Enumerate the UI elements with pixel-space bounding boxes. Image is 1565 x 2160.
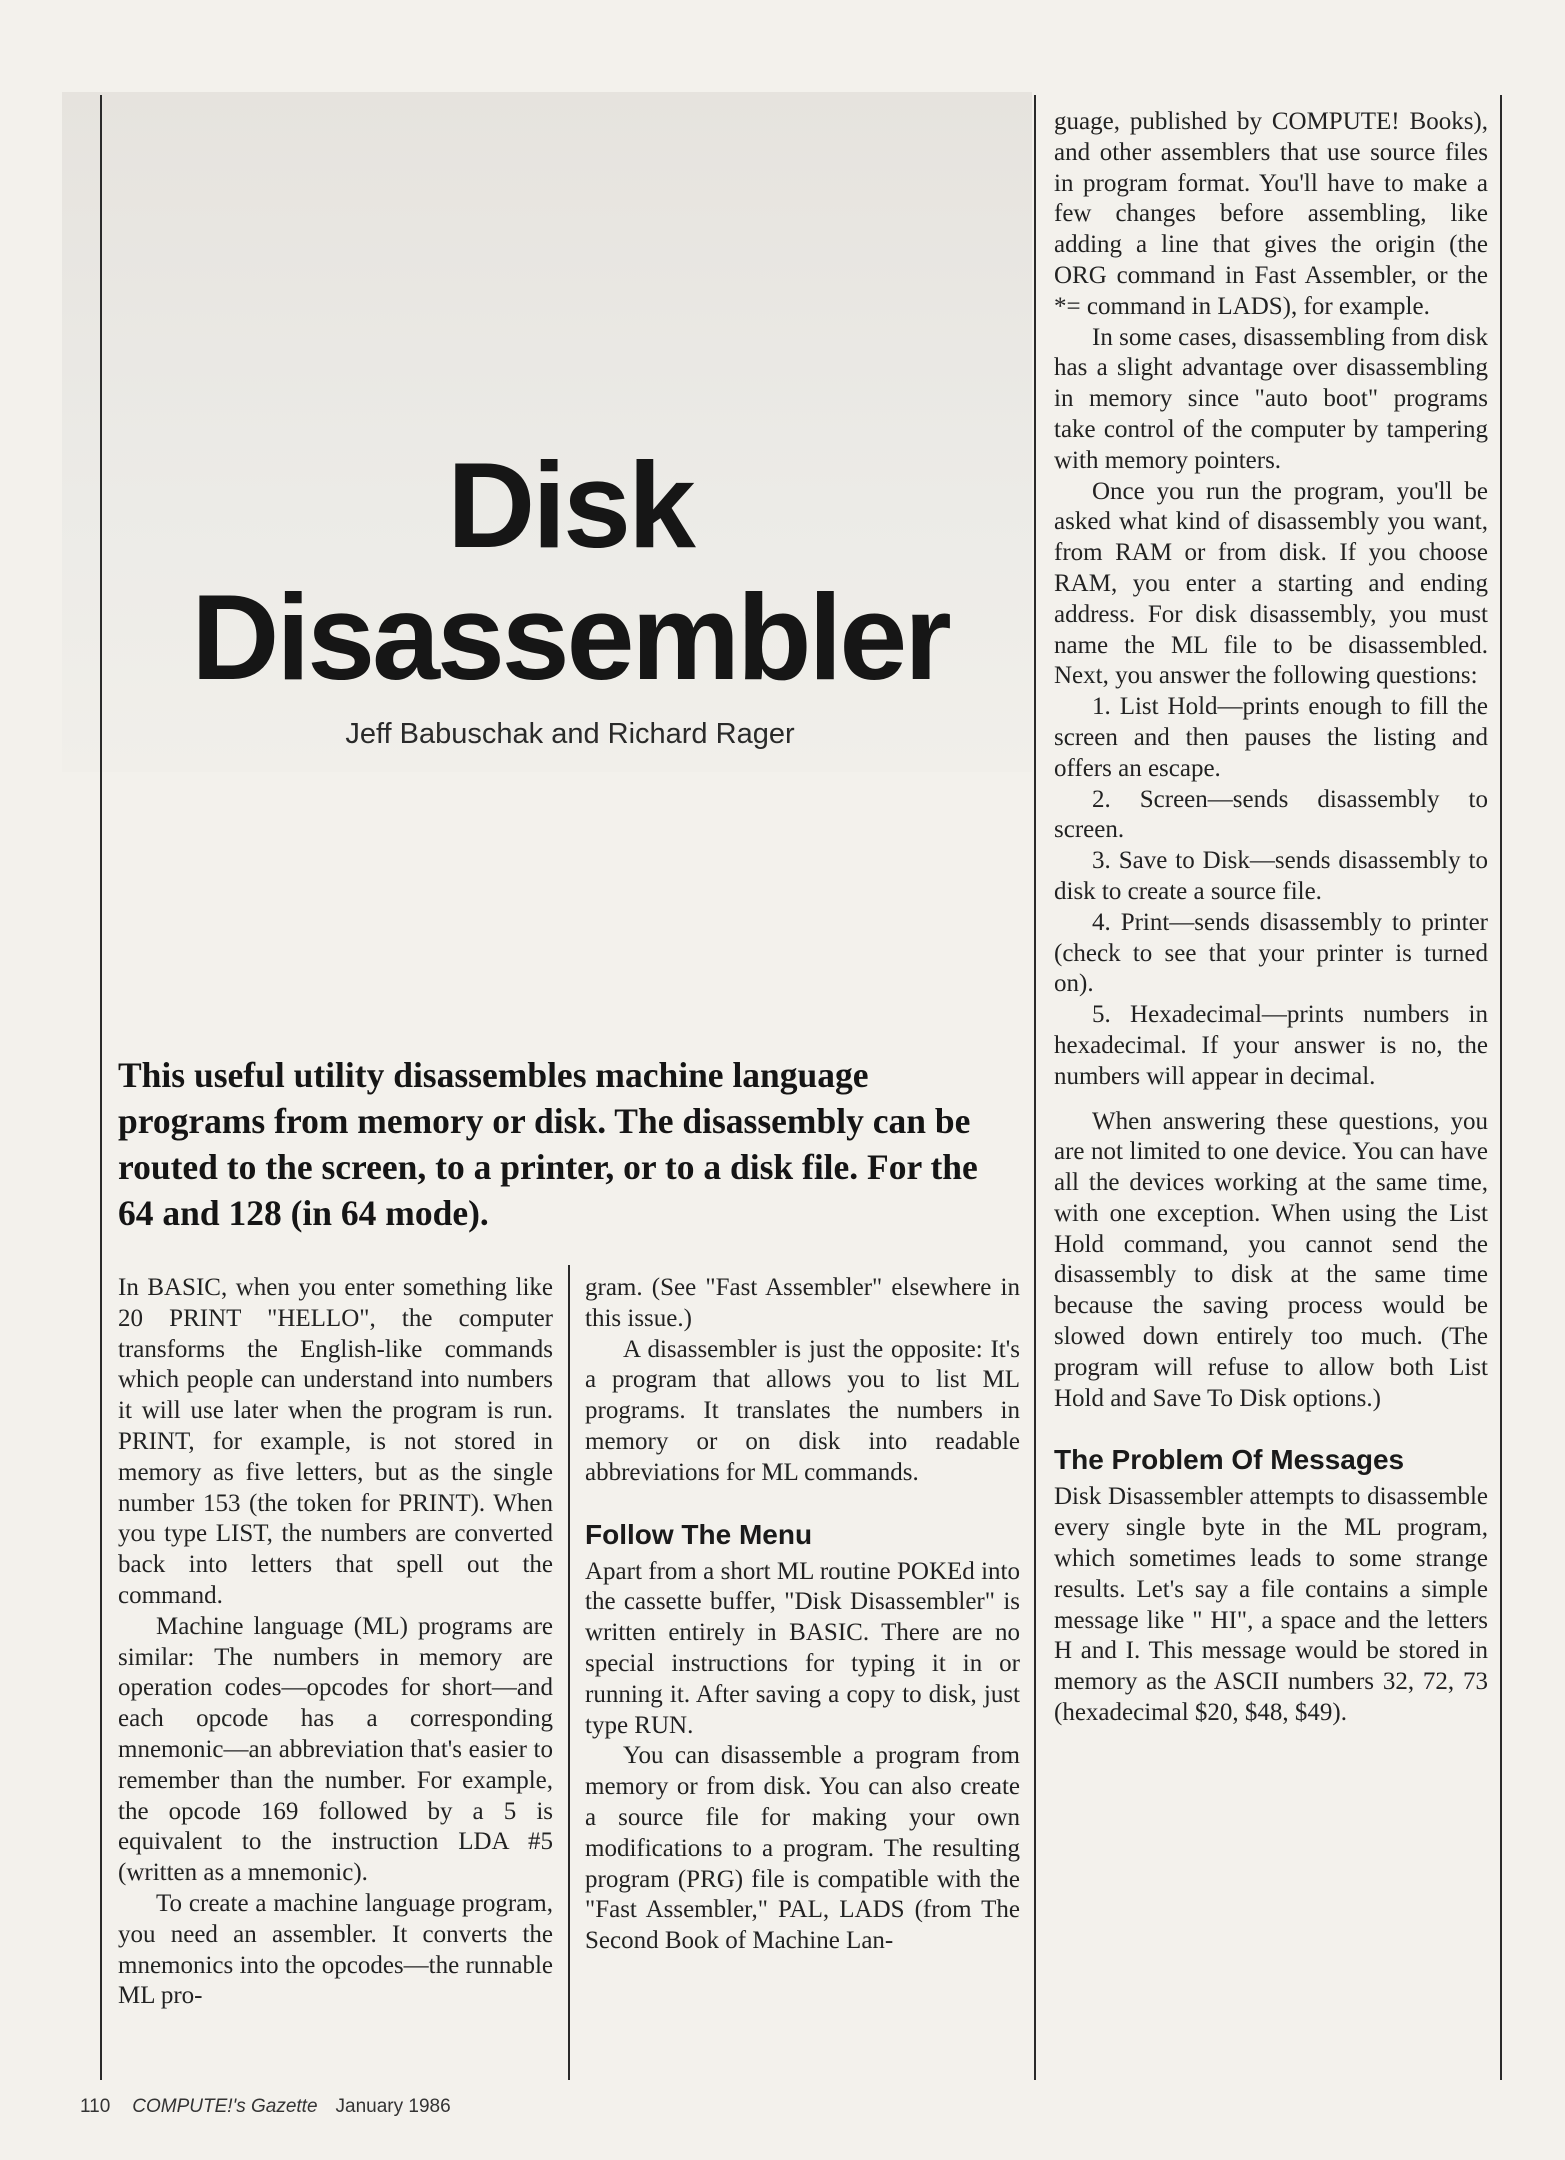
article-deck: This useful utility disassembles machine language programs from memory or disk. The disassembly can be routed to the screen, to a printer, or to a disk file. For the 64 and 128 (in 64 mode). <box>118 1055 978 1233</box>
column-rule-right-outer <box>1500 95 1502 2080</box>
list-item: 4. Print—sends disassembly to printer (check to see that your printer is turned on). <box>1054 908 1488 998</box>
column-rule-middle <box>568 1265 570 2080</box>
paragraph: Once you run the program, you'll be asked what kind of disassembly you want, from RAM or from disk. If you choose RAM, you enter a starting and ending address. For disk disassembly, you must name the ML file to be disassembled. Next, you answer the following questions: <box>1054 477 1488 690</box>
paragraph: Disk Disassembler attempts to disassemble every single byte in the ML program, which sometimes leads to some strange results. Let's say a file contains a simple message like " HI", a space and the letters H and I. This message would be stored in memory as the ASCII numbers 32, 72, 73 (hexadecimal $20, $48, $49). <box>1054 1483 1488 1727</box>
paragraph: You can disassemble a program from memory or from disk. You can also create a source file for making your own modifications to a program. The resulting program (PRG) file is compatible with the "Fast Assembler," PAL, LADS (from The Second Book of Machine Lan- <box>585 1742 1020 1955</box>
paragraph: Machine language (ML) programs are similar: The numbers in memory are operation codes—opcodes for short—and each opcode has a corresponding mnemonic—an abbreviation that's easier to remember than the number. For example, the opcode 169 followed by a 5 is equivalent to the instruction LDA #5 (written as a mnemonic). <box>118 1612 553 1887</box>
body-column-1 <box>118 1273 553 2012</box>
column-rule-left <box>100 95 102 2080</box>
article-title <box>110 437 1030 705</box>
issue-date: January 1986 <box>335 2096 451 2117</box>
title-line-1: Disk <box>447 437 693 573</box>
page-footer <box>80 2096 451 2118</box>
paragraph: In BASIC, when you enter something like 20 PRINT "HELLO", the computer transforms the English-like commands which people can understand into numbers it will use later when the program is run. PRINT, for example, is not stored in memory as five letters, but as the single number 153 (the token for PRINT). When you type LIST, the numbers are converted back into letters that spell out the command. <box>118 1274 553 1609</box>
paragraph: When answering these questions, you are not limited to one device. You can have all the devices working at the same time, with one exception. When using the List Hold command, you cannot send the disassembly to disk at the same time because the saving process would be slowed down entirely too much. (The program will refuse to allow both List Hold and Save To Disk options.) <box>1054 1107 1488 1412</box>
body-column-3 <box>1054 107 1488 1729</box>
body-column-2 <box>585 1273 1020 1957</box>
list-item: 5. Hexadecimal—prints numbers in hexadecimal. If your answer is no, the numbers will appear in decimal. <box>1054 1001 1488 1090</box>
list-item: 3. Save to Disk—sends disassembly to disk to create a source file. <box>1054 847 1488 905</box>
section-heading: Follow The Menu <box>585 1518 813 1550</box>
section-heading: The Problem Of Messages <box>1054 1444 1405 1476</box>
magazine-name: COMPUTE!'s Gazette <box>132 2096 318 2117</box>
paragraph: Apart from a short ML routine POKEd into the cassette buffer, "Disk Disassembler" is written entirely in BASIC. There are no special instructions for typing it in or running it. After saving a copy to disk, just type RUN. <box>585 1557 1020 1739</box>
paragraph: gram. (See "Fast Assembler" elsewhere in this issue.) <box>585 1274 1020 1332</box>
paragraph: In some cases, disassembling from disk has a slight advantage over disassembling in memory since "auto boot" programs take control of the computer by tampering with memory pointers. <box>1054 323 1488 474</box>
page-number: 110 <box>80 2096 111 2117</box>
article-byline: Jeff Babuschak and Richard Rager <box>345 718 795 750</box>
paragraph: guage, published by COMPUTE! Books), and other assemblers that use source files in program format. You'll have to make a few changes before assembling, like adding a line that gives the origin (the ORG command in Fast Assembler, or the *= command in LADS), for example. <box>1054 108 1488 320</box>
column-rule-right-inner <box>1034 95 1036 2080</box>
paragraph: A disassembler is just the opposite: It's a program that allows you to list ML programs. It translates the numbers in memory or on disk into readable abbreviations for ML commands. <box>585 1335 1020 1486</box>
list-item: 1. List Hold—prints enough to fill the screen and then pauses the listing and offers an escape. <box>1054 693 1488 782</box>
list-item: 2. Screen—sends disassembly to screen. <box>1054 785 1488 844</box>
paragraph: To create a machine language program, you need an assembler. It converts the mnemonics into the opcodes—the runnable ML pro- <box>118 1889 553 2010</box>
title-line-2: Disassembler <box>191 569 949 705</box>
